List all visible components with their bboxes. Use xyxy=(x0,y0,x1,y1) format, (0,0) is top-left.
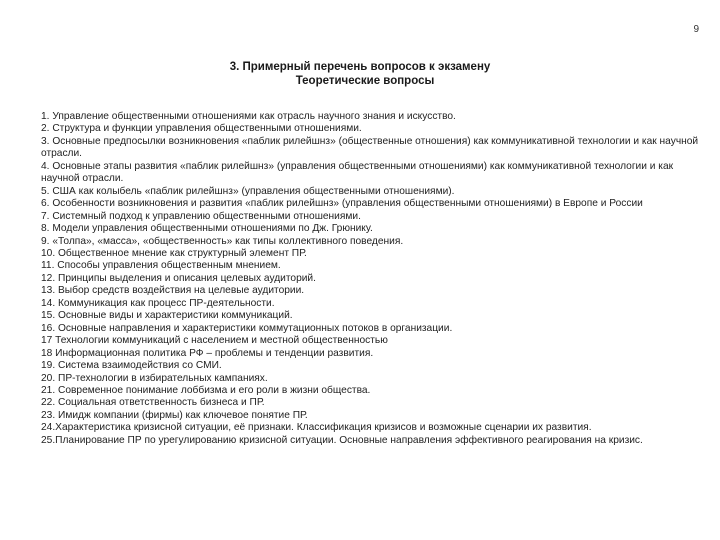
question-item: 16. Основные направления и характеристики коммутационных потоков в организации. xyxy=(41,322,453,334)
question-item: 20. ПР-технологии в избирательных кампаниях. xyxy=(41,372,268,384)
question-item: 22. Социальная ответственность бизнеса и ПР. xyxy=(41,397,265,409)
question-item: 18 Информационная политика РФ – проблемы и тенденции развития. xyxy=(41,347,374,359)
question-item: 15. Основные виды и характеристики коммуникаций. xyxy=(41,310,293,322)
section-subtitle: Теоретические вопросы xyxy=(295,75,435,87)
question-item: 8. Модели управления общественными отношениями по Дж. Грюнику. xyxy=(41,223,373,235)
question-item: 10. Общественное мнение как структурный элемент ПР. xyxy=(41,247,307,259)
question-item: 3. Основные предпосылки возникновения «паблик рилейшнз» (общественные отношения) как коммуникативной технологии и как научной отрасли. xyxy=(41,135,699,160)
section-heading xyxy=(0,60,720,88)
page-number: 9 xyxy=(693,24,699,35)
section-title: 3. Примерный перечень вопросов к экзамену xyxy=(229,61,491,73)
question-item: 21. Современное понимание лоббизма и его роли в жизни общества. xyxy=(41,384,371,396)
question-item: 2. Структура и функции управления общественными отношениями. xyxy=(41,123,362,135)
question-item: 5. США как колыбель «паблик рилейшнз» (управления общественными отношениями). xyxy=(41,185,455,197)
question-item: 17 Технологии коммуникаций с населением и местной общественностью xyxy=(41,335,388,347)
question-item: 4. Основные этапы развития «паблик рилейшнз» (управления общественными отношениями) как коммуникативной технологии и как научной отрасли. xyxy=(41,160,674,185)
question-item: 1. Управление общественными отношениями как отрасль научного знания и искусство. xyxy=(41,111,456,122)
question-item: 23. Имидж компании (фирмы) как ключевое понятие ПР. xyxy=(41,409,308,421)
question-list xyxy=(41,111,701,447)
question-item: 13. Выбор средств воздействия на целевые аудитории. xyxy=(41,285,305,297)
question-item: 9. «Толпа», «масса», «общественность» как типы коллективного поведения. xyxy=(41,235,404,247)
question-item: 24.Характеристика кризисной ситуации, её признаки. Классификация кризисов и возможные сценарии их развития. xyxy=(41,422,592,434)
question-item: 6. Особенности возникновения и развития «паблик рилейшнз» (управления общественными отношениями) в Европе и России xyxy=(41,198,643,210)
question-item: 14. Коммуникация как процесс ПР-деятельности. xyxy=(41,297,275,309)
question-item: 19. Система взаимодействия со СМИ. xyxy=(41,360,222,372)
question-item: 12. Принципы выделения и описания целевых аудиторий. xyxy=(41,272,316,284)
question-item: 7. Системный подход к управлению общественными отношениями. xyxy=(41,210,361,222)
question-item: 25.Планирование ПР по урегулированию кризисной ситуации. Основные направления эффективного реагирования на кризис. xyxy=(41,434,643,446)
question-item: 11. Способы управления общественным мнением. xyxy=(41,260,281,272)
